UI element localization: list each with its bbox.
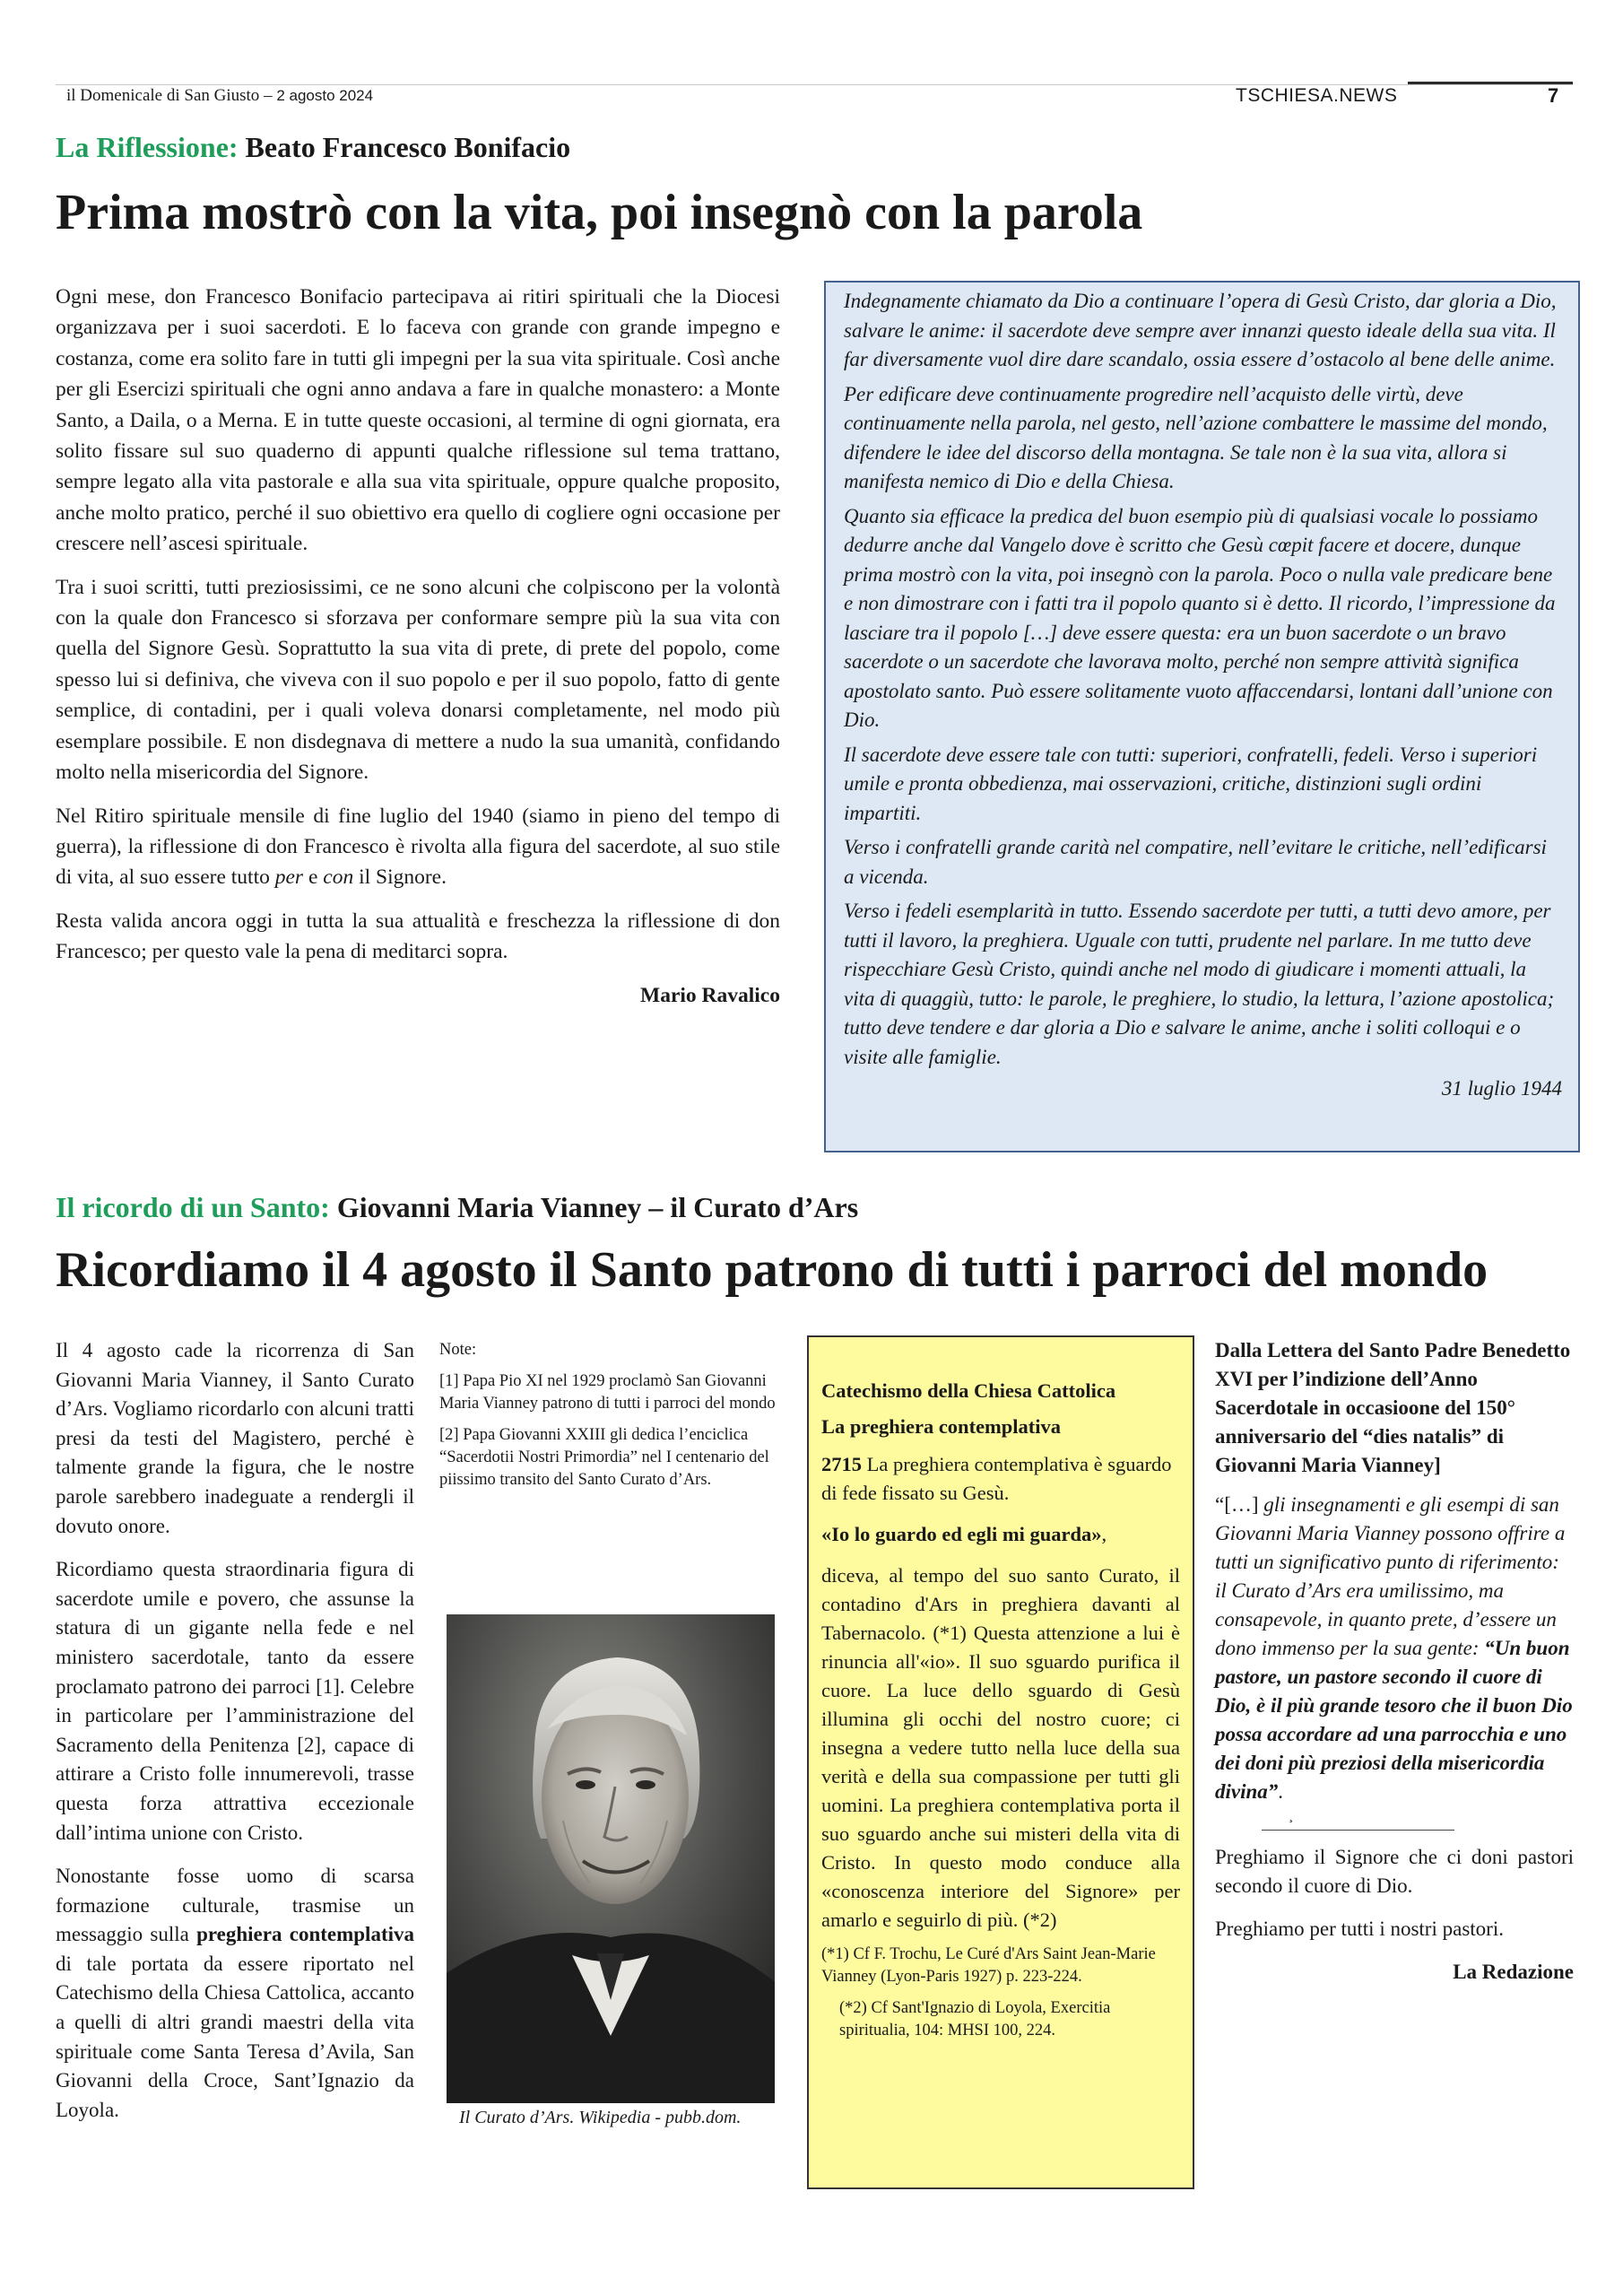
article2-paragraph: Il 4 agosto cade la ricorrenza di San Giovanni Maria Vianney, il Santo Curato d’Ars. Vogliamo ricordarlo con alcuni tratti presi da testi del Magistero, perché è talmente grande la figura, che le nostre parole sarebbero inadeguate a rendergli il dovuto onore. (56, 1339, 414, 1537)
quote-box (824, 281, 1580, 1152)
bold-phrase: preghiera contemplativa (196, 1923, 414, 1946)
publication-name: il Domenicale di San Giusto – (66, 86, 273, 105)
quote-paragraph: Il sacerdote deve essere tale con tutti: superiori, confratelli, fedeli. Verso i superiori umile e pronta obbedienza, mai osservazioni, critiche, distinzioni sugli ordini impartiti. (844, 743, 1538, 824)
notes-block (439, 1339, 789, 1500)
catechism-title: Catechismo della Chiesa Cattolica (821, 1379, 1116, 1402)
catechism-body: diceva, al tempo del suo santo Curato, il contadino d'Ars in preghiera davanti al Tabernacolo. (*1) Questa attenzione a lui è rinuncia all'«io». Il suo sguardo purifica il cuore. La luce dello sguardo di Gesù illumina gli occhi del nostro cuore; ci insegna a vedere tutto nella luce della sua verità e della sua compassione per tutti gli uomini. La preghiera contemplativa porta il suo sguardo anche sui misteri della vita di Cristo. In questo modo conduce alla «conoscenza interiore del Signore» per amarlo e seguirlo di più. (*2) (821, 1564, 1180, 1931)
article1-paragraph: Ogni mese, don Francesco Bonifacio partecipava ai ritiri spirituali che la Diocesi organizzava per i suoi sacerdoti. E lo faceva con grande con grande impegno e costanza, come era solito fare in tutti gli impegni per la sua vita spirituale. Così anche per gli Esercizi spirituali che ogni anno andava a fare in qualche monastero: a Monte Santo, a Daila, o a Merna. E in tutte queste occasioni, al termine di ogni giornata, era solito fissare sul suo quaderno di appunti qualche riflessione sul tema trattano, sempre legato alla vita pastorale e alla sua vita spirituale, oppure qualche proposito, anche molto pratico, perché il suo obiettivo era quello di cogliere ogni occasione per crescere nell’ascesi spirituale. (56, 285, 780, 556)
kicker-label: La Riflessione: (56, 131, 239, 163)
catechism-quote: «Io lo guardo ed egli mi guarda» (821, 1523, 1102, 1545)
emphasis-per: per (274, 865, 304, 890)
portrait-caption: Il Curato d’Ars. Wikipedia - pubb.dom. (459, 2108, 742, 2127)
page-number: 7 (1548, 84, 1559, 107)
letter-heading: Dalla Lettera del Santo Padre Benedetto XVI per l’indizione dell’Anno Sacerdotale in occasioone del 150° anniversario del “dies natalis” di Giovanni Maria Vianney] (1215, 1339, 1571, 1476)
article2-paragraph: Nonostante fosse uomo di scarsa formazione culturale, trasmise un messaggio sulla preghiera contemplativa di tale portata da essere riportato nel Catechismo della Chiesa Cattolica, accanto a quelli di altri grandi maestri della vita spirituale come Santa Teresa d’Avila, San Giovanni della Croce, Sant’Ignazio da Loyola. (56, 1865, 414, 2121)
kicker-subject: Beato Francesco Bonifacio (245, 131, 571, 163)
article1-author: Mario Ravalico (640, 983, 780, 1007)
article1-kicker (56, 131, 570, 164)
notes-title: Note: (439, 1341, 477, 1359)
curato-portrait (447, 1614, 775, 2103)
article1-paragraph: Resta valida ancora oggi in tutta la sua attualità e freschezza la riflessione di don Francesco; per questo vale la pena di meditarci sopra. (56, 909, 780, 964)
publication-date: 2 agosto 2024 (276, 87, 374, 104)
quote-paragraph: Verso i fedeli esemplarità in tutto. Essendo sacerdote per tutti, a tutti devo amore, per tutti il lavoro, la preghiera. Uguale con tutti, prudente nel parlare. In me tutto deve rispecchiare Gesù Cristo, quindi anche nel modo di giudicare i momenti attuali, la vita di quaggiù, tutto: le parole, le preghiere, lo studio, la lettura, l’azione apostolica; tutto deve tendere e dar gloria a Dio e salvare le anime, anche i soliti colloqui e o visite alle famiglie. (844, 900, 1555, 1068)
kicker-subject: Giovanni Maria Vianney – il Curato d’Ars (336, 1191, 859, 1223)
article1-body (56, 282, 780, 1011)
quote-paragraph: Indegnamente chiamato da Dio a continuare l’opera di Gesù Cristo, dar gloria a Dio, salvare le anime: il sacerdote deve sempre aver innanzi questo ideale della sua vita. Il far diversamente vuol dire dare scandalo, ossia essere d’ostacolo al bene delle anime. (844, 290, 1557, 370)
letter-column (1215, 1336, 1574, 1987)
article2-paragraph: Ricordiamo questa straordinaria figura di sacerdote umile e povero, che assunse la statura di un gigante nella fede e nel ministero sacerdotale, tanto da essere proclamato patrono dei parroci [1]. Celebre in particolare per l’amministrazione del Sacramento della Penitenza [2], capace di attirare a Cristo folle innumerevoli, trasse questa forza attrattiva eccezionale dall’intima unione con Cristo. (56, 1558, 414, 1844)
quote-date: 31 luglio 1944 (1441, 1077, 1562, 1100)
note-item: [2] Papa Giovanni XXIII gli dedica l’enciclica “Sacerdotii Nostri Primordia” nel I centenario del piissimo transito del Santo Curato d’Ars. (439, 1426, 769, 1489)
quote-paragraph: Quanto sia efficace la predica del buon esempio più di qualsiasi vocale lo possiamo dedurre anche dal Vangelo dove è scritto che Gesù cœpit facere et docere, dunque prima mostrò con la vita, poi insegnò con la parola. Poco o nulla vale predicare bene e non dimostrare con i fatti tra il popolo quanto si è detto. Il ricordo, l’impressione da lasciare tra il popolo […] deve essere questa: era un buon sacerdote o un bravo sacerdote o un sacerdote che lavorava molto, perché non sempre attività significa apostolato santo. Può essere solitamente vuoto affaccendarsi, lontani dall’unione con Dio. (844, 504, 1556, 731)
letter-quote: “[…] gli insegnamenti e gli esempi di san Giovanni Maria Vianney possono offrire a tutti un significativo punto di riferimento: il Curato d’Ars era umilissimo, ma consapevole, in quanto prete, d’essere un dono immenso per la sua gente: “Un buon pastore, un pastore secondo il cuore di Dio, è il più grande tesoro che il buon Dio possa accordare ad una parrocchia e uno dei doni più preziosi della misericordia divina”. (1215, 1493, 1573, 1803)
letter-divider (1262, 1830, 1454, 1831)
catechism-number: 2715 (821, 1453, 862, 1475)
article2-kicker (56, 1191, 858, 1224)
header-site[interactable]: TSCHIESA.NEWS (1236, 85, 1398, 106)
note-item: [1] Papa Pio XI nel 1929 proclamò San Giovanni Maria Vianney patrono di tutti i parroci del mondo (439, 1372, 776, 1413)
article1-headline: Prima mostrò con la vita, poi insegnò con la parola (56, 185, 1143, 240)
header-publication (66, 86, 373, 106)
catechism-footnote: (*1) Cf F. Trochu, Le Curé d'Ars Saint Jean-Marie Vianney (Lyon-Paris 1927) p. 223-224. (821, 1945, 1156, 1986)
letter-bold-quote: “Un buon pastore, un pastore secondo il cuore di Dio, è il più grande tesoro che il buon Dio possa accordare ad una parrocchia e uno dei doni più preziosi della misericordia divina” (1215, 1637, 1573, 1803)
catechism-footnote: (*2) Cf Sant'Ignazio di Loyola, Exercitia spiritualia, 104: MHSI 100, 224. (839, 1999, 1111, 2039)
letter-prayer: Preghiamo il Signore che ci doni pastori secondo il cuore di Dio. (1215, 1846, 1574, 1897)
quote-paragraph: Verso i confratelli grande carità nel compatire, nell’evitare le critiche, nell’edificarsi a vicenda. (844, 836, 1547, 888)
kicker-label: Il ricordo di un Santo: (56, 1191, 330, 1223)
catechism-subtitle: La preghiera contemplativa (821, 1415, 1062, 1438)
article2-headline: Ricordiamo il 4 agosto il Santo patrono di tutti i parroci del mondo (56, 1242, 1488, 1298)
quote-paragraph: Per edificare deve continuamente progredire nell’acquisto delle virtù, deve continuamente nella parola, nel gesto, nell’azione combattere le massime del mondo, difendere le idee del discorso della montagna. Se tale non è la sua vita, allora si manifesta nemico di Dio e della Chiesa. (844, 382, 1548, 492)
catechism-quote-line: «Io lo guardo ed egli mi guarda», (821, 1523, 1107, 1545)
letter-signature: La Redazione (1453, 1961, 1574, 1983)
catechism-box (807, 1335, 1194, 2189)
article1-paragraph: Nel Ritiro spirituale mensile di fine luglio del 1940 (siamo in pieno del tempo di guerra), la riflessione di don Francesco è rivolta alla figura del sacerdote, al suo stile di vita, al suo essere tutto per e con il Signore. (56, 804, 780, 890)
letter-mark: ¸ (1289, 1809, 1293, 1823)
article2-column1 (56, 1336, 414, 2139)
article1-paragraph: Tra i suoi scritti, tutti preziosissimi, ce ne sono alcuni che colpiscono per la volontà con la quale don Francesco si sforzava per conformare sempre più la sua vita con quella del Signore Gesù. Soprattutto la sua vita di prete, di prete del popolo, come spesso lui si definiva, che viveva con il suo popolo e per il suo popolo, fatto di gente semplice, di contadini, per i quali voleva donarsi completamente, nel modo più esemplare possibile. E non disdegnava di mettere a nudo la sua umanità, confidando molto nella misericordia del Signore. (56, 575, 780, 785)
letter-prayer: Preghiamo per tutti i nostri pastori. (1215, 1918, 1504, 1940)
catechism-intro: 2715 La preghiera contemplativa è sguardo di fede fissato su Gesù. (821, 1453, 1172, 1504)
letter-italic: gli insegnamenti e gli esempi di san Giovanni Maria Vianney possono offrire a tutti un significativo punto di riferimento: il Curato d’Ars era umilissimo, ma consapevole, in quanto prete, d’essere un dono immenso per la sua gente: (1215, 1493, 1566, 1659)
emphasis-con: con (323, 865, 354, 890)
